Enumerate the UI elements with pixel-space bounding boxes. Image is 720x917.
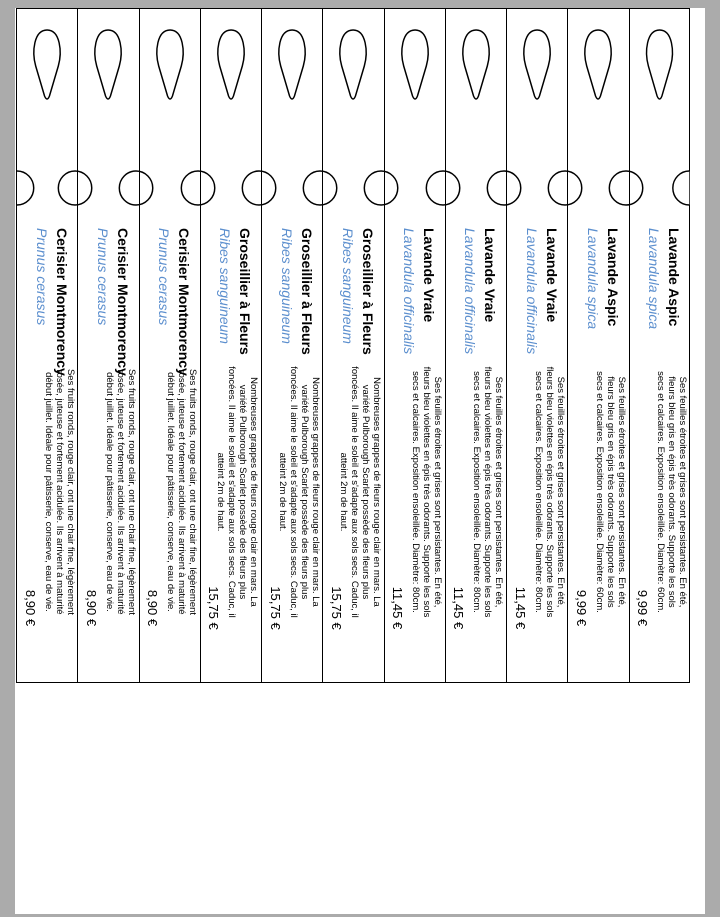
plant-price: 8,90 € (22, 589, 38, 627)
plant-latin-name: Lavandula officinalis (462, 228, 479, 355)
plant-common-name: Groseillier à Fleurs (298, 228, 315, 355)
plant-price: 15,75 € (206, 586, 222, 630)
plant-description: Ses feuilles étroites et grises sont persistantes. En été, fleurs bleu violettes en épis très odorants. Supporte les sols secs et calcaires. Exposition ensoleillée. Diamètre: 80cm. (471, 366, 505, 618)
plant-common-name: Groseillier à Fleurs (237, 228, 254, 355)
plant-description: Nombreuses grappes de fleurs rouge clair en mars. La variété Pulborough Scarlet possède des fleurs plus foncées. Il aime le soleil et s'adapte aux sols secs. Caduc, il atteint 2m de haut. (337, 366, 382, 618)
plant-common-name: Lavande Vraie (421, 228, 438, 323)
plant-common-name: Lavande Aspic (605, 228, 622, 327)
plant-latin-name: Ribes sanguineum (217, 228, 234, 344)
plant-label[interactable] (261, 8, 322, 683)
plant-label[interactable] (445, 8, 506, 683)
plant-label[interactable] (567, 8, 628, 683)
plant-common-name: Cerisier Montmorency (176, 228, 193, 376)
plant-price: 15,75 € (267, 586, 283, 630)
plant-label[interactable] (77, 8, 138, 683)
plant-price: 11,45 € (512, 586, 528, 630)
plant-price: 11,45 € (390, 586, 406, 630)
plant-label[interactable] (16, 8, 77, 683)
plant-label[interactable] (139, 8, 200, 683)
plant-description: Ses fruits ronds, rouge clair, ont une chair fine, légèrement rosée, juteuse et fortement acidulée. Ils arrivent à maturité début juillet. Idéale pour pâtisserie, conserve, eau de vie. (103, 368, 137, 616)
plant-latin-name: Prunus cerasus (156, 228, 173, 326)
plant-label[interactable] (384, 8, 445, 683)
plant-common-name: Groseillier à Fleurs (359, 228, 376, 355)
plant-common-name: Cerisier Montmorency (114, 228, 131, 376)
plant-latin-name: Lavandula officinalis (401, 228, 418, 355)
plant-price: 9,99 € (574, 589, 590, 627)
plant-description: Ses feuilles étroites et grises sont persistantes. En été, fleurs bleu violettes en épis très odorants. Supporte les sols secs et calcaires. Exposition ensoleillée. Diamètre: 80cm. (410, 366, 444, 618)
plant-latin-name: Lavandula spica (585, 228, 602, 330)
plant-description: Nombreuses grappes de fleurs rouge clair en mars. La variété Pulborough Scarlet possède des fleurs plus foncées. Il aime le soleil et s'adapte aux sols secs. Caduc, il atteint 2m de haut. (276, 366, 321, 618)
plant-common-name: Lavande Vraie (482, 228, 499, 323)
plant-price: 8,90 € (145, 589, 161, 627)
plant-price: 9,99 € (635, 589, 651, 627)
plant-price: 15,75 € (328, 586, 344, 630)
plant-description: Nombreuses grappes de fleurs rouge clair en mars. La variété Pulborough Scarlet possède des fleurs plus foncées. Il aime le soleil et s'adapte aux sols secs. Caduc, il atteint 2m de haut. (215, 366, 260, 618)
plant-description: Ses fruits ronds, rouge clair, ont une chair fine, légèrement rosée, juteuse et fortement acidulée. Ils arrivent à maturité début juillet. Idéale pour pâtisserie, conserve, eau de vie. (165, 368, 199, 616)
plant-latin-name: Prunus cerasus (94, 228, 111, 326)
plant-label[interactable] (200, 8, 261, 683)
plant-latin-name: Lavandula spica (646, 228, 663, 330)
plant-price: 11,45 € (451, 586, 467, 630)
plant-description: Ses feuilles étroites et grises sont persistantes. En été, fleurs bleu violettes en épis très odorants. Supporte les sols secs et calcaires. Exposition ensoleillée. Diamètre: 80cm. (532, 366, 566, 618)
plant-description: Ses feuilles étroites et grises sont persistantes. En été, fleurs bleu gris en épis très odorants. Supporte les sols secs et calcaires. Exposition ensoleillée. Diamètre: 60cm. (594, 371, 628, 613)
plant-description: Ses feuilles étroites et grises sont persistantes. En été, fleurs bleu gris en épis très odorants. Supporte les sols secs et calcaires. Exposition ensoleillée. Diamètre: 60cm. (655, 371, 689, 613)
plant-description: Ses fruits ronds, rouge clair, ont une chair fine, légèrement rosée, juteuse et fortement acidulée. Ils arrivent à maturité début juillet. Idéale pour pâtisserie, conserve, eau de vie. (42, 368, 76, 616)
plant-latin-name: Ribes sanguineum (339, 228, 356, 344)
plant-price: 8,90 € (83, 589, 99, 627)
plant-label[interactable] (506, 8, 567, 683)
plant-latin-name: Prunus cerasus (33, 228, 50, 326)
plant-label[interactable] (322, 8, 383, 683)
plant-common-name: Lavande Aspic (666, 228, 683, 327)
plant-label-sheet (16, 8, 690, 683)
plant-common-name: Cerisier Montmorency (53, 228, 70, 376)
plant-latin-name: Ribes sanguineum (278, 228, 295, 344)
plant-common-name: Lavande Vraie (543, 228, 560, 323)
plant-label[interactable] (629, 8, 690, 683)
plant-latin-name: Lavandula officinalis (523, 228, 540, 355)
